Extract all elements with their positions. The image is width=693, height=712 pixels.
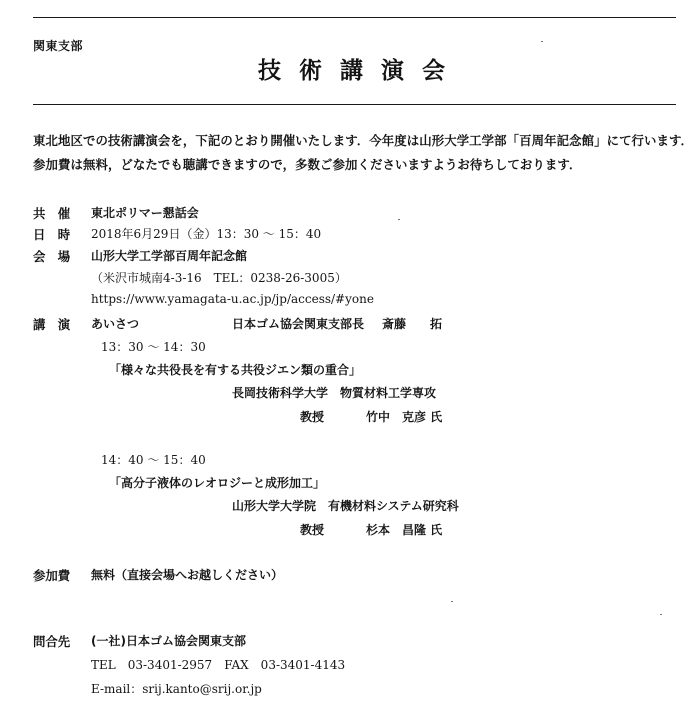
- contact-email[interactable]: E-mail：srij.kanto@srij.or.jp: [91, 682, 262, 696]
- top-rule: [33, 17, 676, 18]
- lecture-2-speaker: 杉本 昌隆 氏: [366, 523, 443, 537]
- venue-address: （米沢市城南4-3-16 TEL：0238-26-3005）: [91, 271, 347, 285]
- fee-value: 無料（直接会場へお越しください）: [91, 568, 284, 582]
- page-title: 技術講演会: [258, 58, 463, 84]
- venue-name: 山形大学工学部百周年記念館: [91, 249, 248, 263]
- scan-speck: [451, 601, 453, 602]
- scan-speck: [541, 41, 543, 42]
- greeting-name: 斎藤 拓: [382, 317, 443, 331]
- title-rule: [33, 104, 676, 105]
- contact-phone: TEL 03-3401-2957 FAX 03-3401-4143: [91, 658, 346, 672]
- scan-speck: [660, 614, 662, 615]
- lectures-label: 講 演: [33, 317, 71, 332]
- scan-speck: [398, 219, 400, 220]
- branch-label: 関東支部: [33, 39, 84, 53]
- fee-label: 参加費: [33, 568, 71, 583]
- date-value: 2018年6月29日（金）13：30 ～ 15：40: [91, 227, 322, 241]
- lecture-2-time: 14：40 ～ 15：40: [101, 453, 206, 467]
- greeting-label: あいさつ: [91, 317, 140, 331]
- intro-line-2: 参加費は無料，どなたでも聴講できますので，多数ご参加くださいますようお待ちしております．: [33, 157, 582, 172]
- contact-org: (一社)日本ゴム協会関東支部: [91, 634, 246, 648]
- lecture-1-title: 「様々な共役長を有する共役ジエン類の重合」: [109, 363, 362, 377]
- contact-label: 問合先: [33, 634, 71, 649]
- lecture-2-position: 教授: [300, 523, 325, 537]
- host-value: 東北ポリマー懇話会: [91, 206, 199, 220]
- lecture-1-position: 教授: [300, 410, 325, 424]
- host-label: 共 催: [33, 206, 71, 221]
- intro-line-1: 東北地区での技術講演会を，下記のとおり開催いたします．今年度は山形大学工学部「百周年記念館」にて行います．: [33, 133, 693, 148]
- lecture-2-affiliation: 山形大学大学院 有機材料システム研究科: [232, 499, 459, 513]
- venue-url[interactable]: https://www.yamagata-u.ac.jp/jp/access/#yone: [91, 292, 374, 306]
- greeting-affiliation: 日本ゴム協会関東支部長: [232, 317, 365, 331]
- lecture-2-title: 「高分子液体のレオロジーと成形加工」: [109, 476, 326, 490]
- lecture-1-affiliation: 長岡技術科学大学 物質材料工学専攻: [232, 386, 437, 400]
- date-label: 日 時: [33, 227, 71, 242]
- lecture-1-time: 13：30 ～ 14：30: [101, 340, 206, 354]
- lecture-1-speaker: 竹中 克彦 氏: [366, 410, 443, 424]
- venue-label: 会 場: [33, 249, 71, 264]
